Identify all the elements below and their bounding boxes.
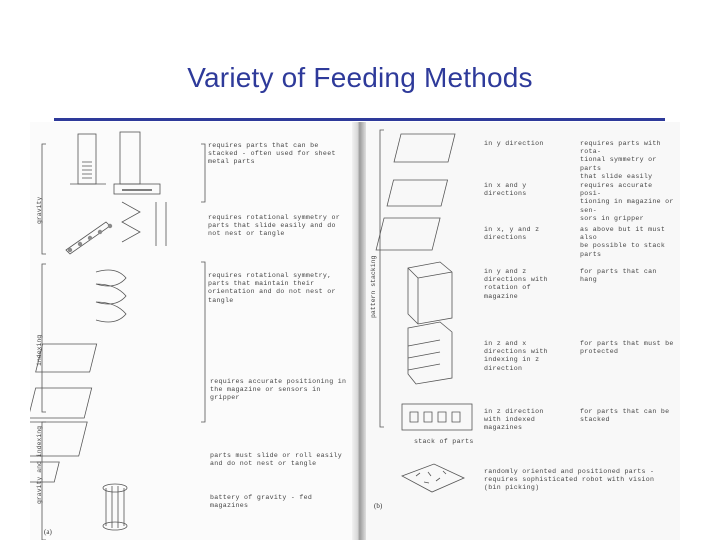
right-row-5-note: for parts that must be protected [580, 340, 674, 356]
right-sublabel: (b) [374, 502, 383, 510]
right-row-1-note: requires parts with rota- tional symmetry or parts that slide easily [580, 140, 661, 180]
stack-caption: stack of parts [414, 438, 474, 445]
left-row-1-description: requires parts that can be stacked - often used for sheet metal parts [208, 142, 336, 166]
right-row-2-direction: in x and y directions [484, 182, 527, 198]
right-row-4-note: for parts that can hang [580, 268, 661, 284]
left-row-2-description: requires rotational symmetry or parts that slide easily and do not nest or tangle [208, 214, 340, 238]
group-label-gravity: gravity [36, 196, 43, 224]
group-label-pattern-stacking: pattern stacking [370, 255, 377, 318]
left-row-5-description: parts must slide or roll easily and do not nest or tangle [210, 452, 342, 468]
scanned-figure [30, 122, 680, 540]
left-row-3-description: requires rotational symmetry, parts that maintain their orientation and do not nest or tangle [208, 272, 336, 304]
right-row-4-direction: in y and z directions with rotation of magazine [484, 268, 548, 300]
group-label-indexing: indexing [36, 334, 43, 366]
right-row-3-direction: in x, y and z directions [484, 226, 540, 242]
left-row-6-description: battery of gravity - fed magazines [210, 494, 313, 510]
title-underline [54, 118, 665, 121]
right-row-6-direction: in z direction with indexed magazines [484, 408, 544, 432]
right-row-6-note: for parts that can be stacked [580, 408, 670, 424]
right-row-1-direction: in y direction [484, 140, 544, 147]
right-row-3-note: as above but it must also be possible to stack parts [580, 226, 666, 258]
page-title: Variety of Feeding Methods [187, 62, 533, 93]
right-row-2-note: requires accurate posi- tioning in magazine or sen- sors in gripper [580, 182, 674, 222]
right-footer: randomly oriented and positioned parts - requires sophisticated robot with vision (bin picking) [484, 468, 655, 492]
right-row-5-direction: in z and x directions with indexing in z direction [484, 340, 548, 372]
left-sublabel: (a) [44, 528, 52, 536]
group-label-gravity-and-indexing: gravity and indexing [36, 425, 43, 504]
left-row-4-description: requires accurate positioning in the magazine or sensors in gripper [210, 378, 347, 402]
